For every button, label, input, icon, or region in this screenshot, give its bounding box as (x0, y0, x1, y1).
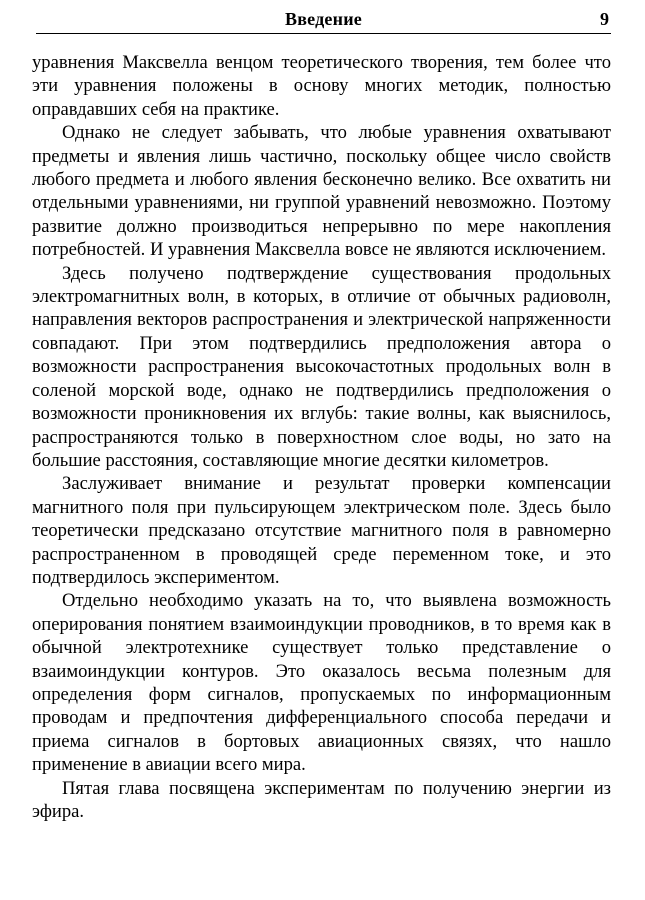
paragraph-5: Отдельно необходимо указать на то, что выявлена возможность оперирования понятием взаимоиндукции проводников, в то время как в обычной электротехнике существует только представление о взаимоиндукции контуров. Это оказалось весьма полезным для определения форм сигналов, пропускаемых по информационным проводам и предпочтения дифференциального способа передачи и приема сигналов в бортовых авиационных связях, что нашло применение в авиации всего мира. (32, 590, 611, 776)
paragraph-2: Однако не следует забывать, что любые уравнения охватывают предметы и явления лишь частично, поскольку общее число свойств любого предмета и любого явления бесконечно велико. Все охватить ни отдельными уравнениями, ни группой уравнений невозможно. Поэтому развитие должно производиться непрерывно по мере накопления потребностей. И уравнения Максвелла вовсе не являются исключением. (32, 122, 611, 261)
page-number: 9 (600, 9, 609, 29)
running-header (36, 0, 611, 34)
paragraph-1: уравнения Максвелла венцом теоретического творения, тем более что эти уравнения положены в основу многих методик, полностью оправдавших себя на практике. (32, 52, 611, 120)
paragraph-3: Здесь получено подтверждение существования продольных электромагнитных волн, в которых, в отличие от обычных радиоволн, направления векторов распространения и электрической напряженности совпадают. При этом подтвердились предположения автора о возможности распространения высокочастотных продольных волн в соленой морской воде, однако не подтвердились предположения о возможности проникновения их вглубь: такие волны, как выяснилось, распространяются только в поверхностном слое воды, но зато на большие расстояния, составляющие многие десятки километров. (32, 262, 611, 471)
paragraph-4: Заслуживает внимание и результат проверки компенсации магнитного поля при пульсирующем электрическом поле. Здесь было теоретически предсказано отсутствие магнитного поля в равномерно распространенном в проводящей среде переменном токе, и это подтвердилось экспериментом. (32, 473, 611, 588)
body-text (32, 51, 611, 823)
paragraph-6: Пятая глава посвящена экспериментам по получению энергии из эфира. (32, 777, 611, 822)
chapter-title: Введение (285, 9, 362, 29)
